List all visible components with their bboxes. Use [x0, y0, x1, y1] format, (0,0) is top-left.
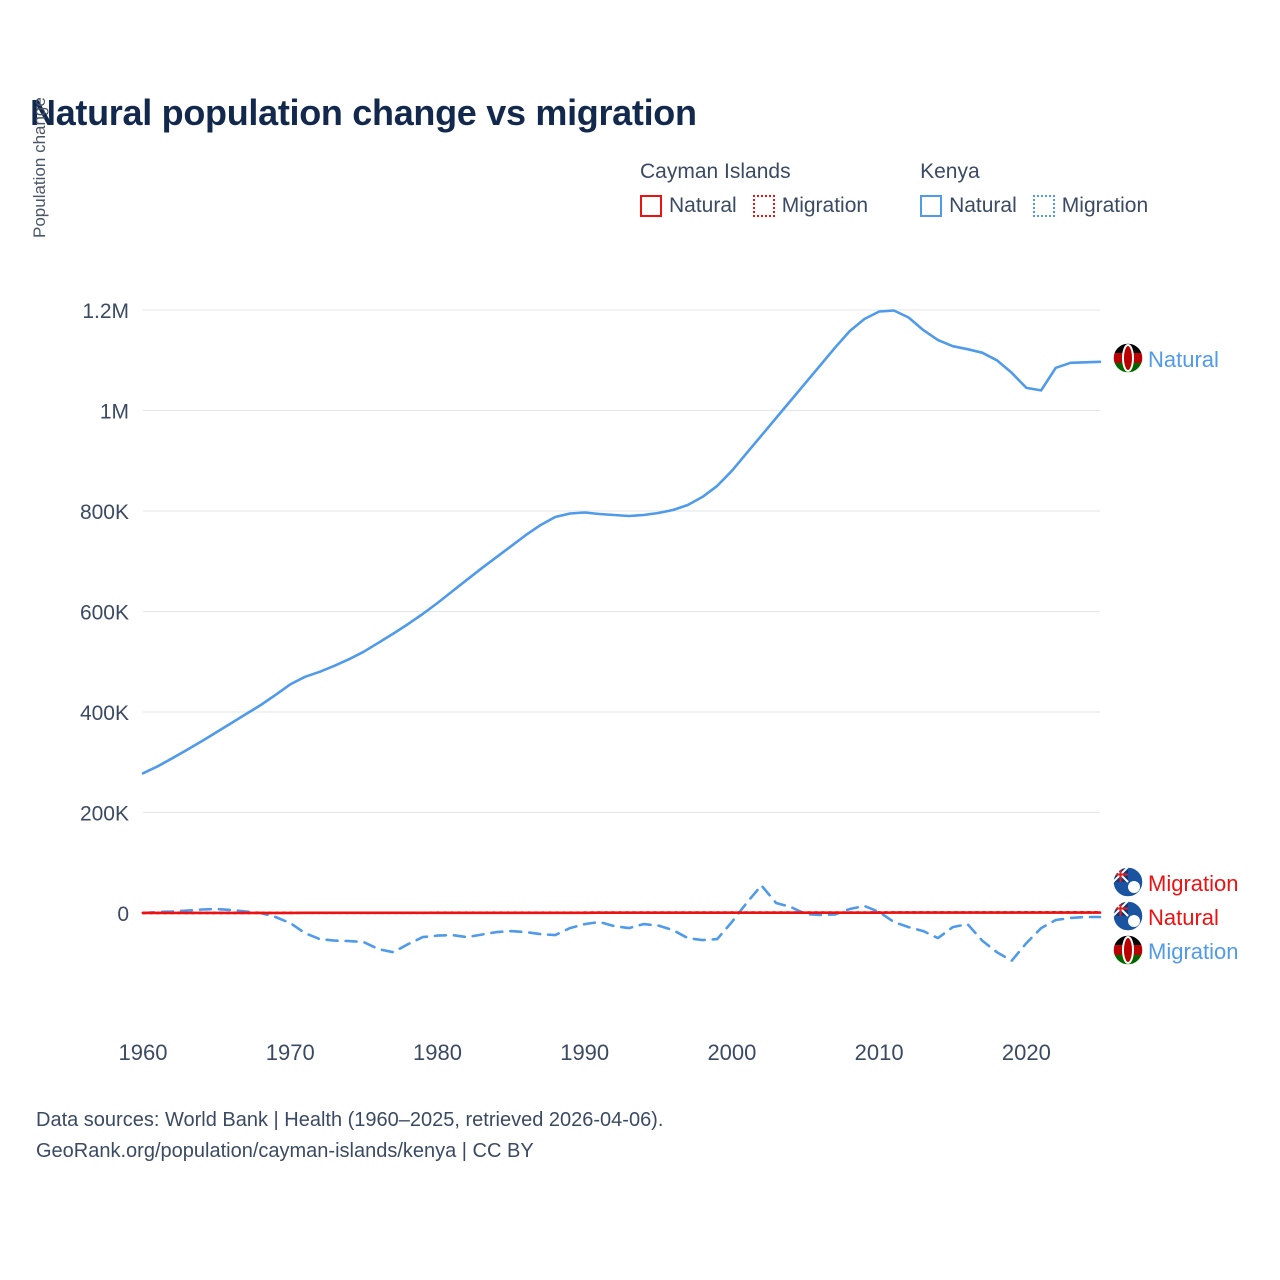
y-axis-title: Population change [30, 97, 49, 238]
legend-item-cayman-natural[interactable] [640, 194, 737, 218]
y-axis-tick-label: 800K [79, 501, 129, 524]
x-axis-tick-label: 1980 [412, 1040, 462, 1065]
y-axis-tick-label: 400K [79, 702, 129, 725]
x-axis-tick-label: 2010 [854, 1040, 904, 1065]
legend-item-label: Migration [781, 194, 869, 217]
x-axis-tick-label: 1960 [118, 1040, 168, 1065]
legend-item-label: Natural [669, 194, 737, 217]
legend-item-label: Natural [949, 194, 1017, 217]
chart-footer [36, 1105, 663, 1167]
page-title: Natural population change vs migration [30, 92, 697, 133]
legend-swatch-icon [640, 195, 662, 217]
x-axis-tick-label: 2000 [707, 1040, 757, 1065]
end-label-cayman-natural: Natural [1148, 905, 1219, 930]
x-axis-tick-label: 1990 [560, 1040, 610, 1065]
x-axis-tick-label: 1970 [265, 1040, 315, 1065]
cayman-flag-icon [1113, 867, 1143, 897]
end-label-cayman-migration: Migration [1148, 871, 1239, 896]
legend-item-label: Migration [1061, 194, 1149, 217]
footer-sources: Data sources: World Bank | Health (1960–2025, retrieved 2026-04-06). [36, 1109, 664, 1131]
legend-item-kenya-migration[interactable] [1033, 194, 1148, 218]
footer-attribution: GeoRank.org/population/cayman-islands/kenya | CC BY [36, 1140, 534, 1162]
legend-swatch-icon [920, 195, 942, 217]
legend-group-title: Kenya [920, 160, 980, 183]
y-axis-tick-label: 1M [99, 400, 129, 424]
kenya-flag-icon [1113, 935, 1143, 965]
chart-legend [640, 160, 1260, 218]
legend-item-kenya-natural[interactable] [920, 194, 1017, 218]
line-chart [0, 270, 1280, 1070]
legend-item-cayman-migration[interactable] [753, 194, 868, 218]
legend-swatch-icon [1033, 195, 1055, 217]
legend-swatch-icon [753, 195, 775, 217]
kenya-flag-icon [1113, 343, 1143, 373]
y-axis-tick-label: 0 [117, 903, 129, 926]
legend-group-title: Cayman Islands [640, 160, 791, 183]
y-axis-tick-label: 600K [79, 601, 129, 625]
cayman-flag-icon [1113, 901, 1143, 931]
series-line [143, 885, 1100, 960]
end-label-kenya-migration: Migration [1148, 939, 1239, 964]
end-label-kenya-natural: Natural [1148, 347, 1219, 372]
x-axis-tick-label: 2020 [1001, 1040, 1051, 1065]
chart-plot-area [0, 270, 1280, 1070]
y-axis-tick-label: 1.2M [82, 300, 129, 323]
legend-group-cayman [640, 160, 868, 218]
legend-group-kenya [920, 160, 1148, 218]
y-axis-tick-label: 200K [79, 802, 129, 826]
series-line [143, 311, 1100, 774]
